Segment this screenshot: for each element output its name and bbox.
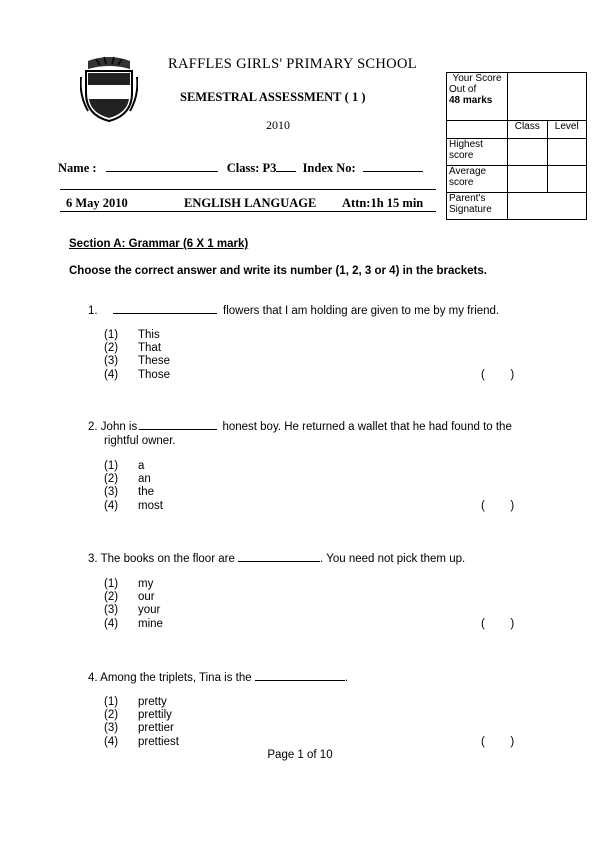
highest-class-cell bbox=[508, 139, 548, 166]
exam-date: 6 May 2010 bbox=[66, 196, 128, 210]
student-details-row bbox=[58, 161, 438, 176]
section-title: Section A: Grammar (6 X 1 mark) bbox=[69, 238, 249, 250]
name-field[interactable] bbox=[106, 162, 218, 172]
parent-signature-label: Parent's Signature bbox=[447, 193, 508, 220]
school-crest-logo bbox=[80, 55, 138, 123]
divider-bottom bbox=[60, 211, 436, 212]
average-level-cell bbox=[547, 166, 587, 193]
answer-blank[interactable] bbox=[139, 420, 217, 430]
average-score-label: Average score bbox=[447, 166, 508, 193]
answer-blank[interactable] bbox=[238, 552, 320, 562]
answer-blank[interactable] bbox=[113, 304, 217, 314]
answer-bracket-1[interactable]: ( ) bbox=[481, 369, 515, 381]
average-class-cell bbox=[508, 166, 548, 193]
class-field[interactable] bbox=[276, 162, 296, 172]
score-table bbox=[446, 72, 587, 220]
your-score-cell: Your Score Out of 48 marks bbox=[447, 73, 508, 121]
answer-bracket-3[interactable]: ( ) bbox=[481, 618, 515, 630]
class-column-header: Class bbox=[508, 121, 548, 139]
question-2: 2. John is honest boy. He returned a wallet that he had found to the bbox=[88, 421, 512, 433]
page-number: Page 1 of 10 bbox=[267, 749, 333, 761]
name-label: Name : bbox=[58, 161, 97, 175]
exam-subject: ENGLISH LANGUAGE bbox=[184, 196, 317, 210]
index-field[interactable] bbox=[363, 162, 423, 172]
header-blank-cell bbox=[447, 121, 508, 139]
assessment-year: 2010 bbox=[266, 118, 290, 132]
answer-bracket-4[interactable]: ( ) bbox=[481, 736, 515, 748]
exam-duration: Attn:1h 15 min bbox=[342, 196, 424, 210]
parent-signature-field[interactable] bbox=[508, 193, 587, 220]
answer-blank[interactable] bbox=[255, 671, 345, 681]
index-label: Index No: bbox=[302, 161, 356, 175]
class-label: Class: P3 bbox=[226, 161, 277, 175]
question-3: 3. The books on the floor are . You need not pick them up. bbox=[88, 553, 466, 565]
divider-top bbox=[60, 189, 436, 190]
question-4: 4. Among the triplets, Tina is the . bbox=[88, 672, 349, 684]
highest-score-label: Highest score bbox=[447, 139, 508, 166]
question-1: 1. flowers that I am holding are given to me by my friend. bbox=[88, 305, 500, 317]
highest-level-cell bbox=[547, 139, 587, 166]
answer-bracket-2[interactable]: ( ) bbox=[481, 500, 515, 512]
section-instruction: Choose the correct answer and write its number (1, 2, 3 or 4) in the brackets. bbox=[69, 265, 487, 277]
level-column-header: Level bbox=[547, 121, 587, 139]
assessment-title: SEMESTRAL ASSESSMENT ( 1 ) bbox=[180, 90, 366, 104]
school-name: RAFFLES GIRLS' PRIMARY SCHOOL bbox=[168, 56, 417, 72]
your-score-field[interactable] bbox=[508, 73, 587, 121]
question-2-line-2: rightful owner. bbox=[104, 435, 176, 447]
